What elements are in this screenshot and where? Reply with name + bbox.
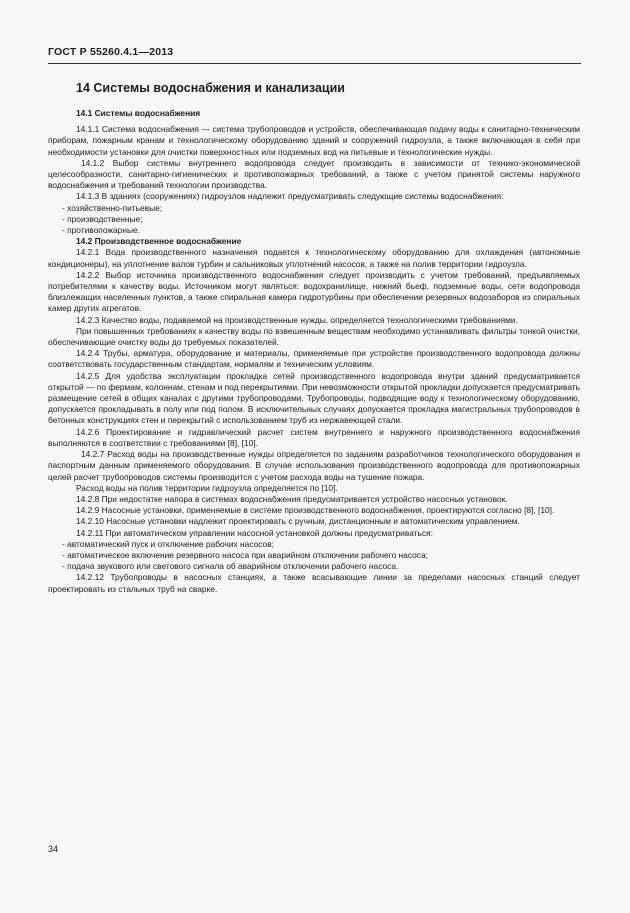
subsection-title-14-1: 14.1 Системы водоснабжения — [76, 108, 201, 118]
paragraph-14-1-3: 14.1.3 В зданиях (сооружениях) гидроузлов надлежит предусматривать следующие системы водоснабжения: — [76, 191, 504, 202]
paragraph-14-2-5: 14.2.5 Для удобства эксплуатации прокладка сетей производственного водопровода внутри зданий предусматривается открытой — по фермам, колоннам, стенам и под перекрытиями. При невозможности открытой прокладки допускается предусматривать размещение сетей в общих каналах с другими трубопроводами. Трубопроводы, подводящие воду к технологическому оборудованию, допускается прокладывать в полу или под полом. В исключительных случаях допускается прокладка магистральных трубопроводов в бетонных конструкциях стен и перекрытий с использованием труб из нержавеющей стали. — [48, 370, 580, 426]
paragraph-14-2-9: 14.2.9 Насосные установки, применяемые в системе производственного водоснабжения, проектируются согласно [8], [10]. — [76, 505, 555, 516]
paragraph-14-2-8: 14.2.8 При недостатке напора в системах водоснабжения предусматривается устройство насосных установок. — [76, 493, 508, 504]
list-item: - автоматическое включение резервного насоса при аварийном отключении рабочего насоса; — [62, 549, 428, 560]
paragraph-14-2-7-cont: Расход воды на полив территории гидроузла определяется по [10]. — [76, 482, 338, 493]
document-body — [48, 76, 580, 595]
paragraph-14-2-6: 14.2.6 Проектирование и гидравлический расчет систем внутреннего и наружного производственного водоснабжения выполняются в соответствии с требованиями [8], [10]. — [48, 426, 580, 448]
list-item: - автоматический пуск и отключение рабочих насосов; — [62, 538, 274, 549]
paragraph-14-1-1: 14.1.1 Система водоснабжения — система трубопроводов и устройств, обеспечивающая подачу воды к санитарно-техническим приборам, пожарным кранам и технологическому оборудованию зданий и сооружений гидроузла, а также включающая в себя при необходимости установки для очистки поверхностных или подземных вод на питьевые и технологические нужды. — [48, 124, 580, 157]
section-title: 14 Системы водоснабжения и канализации — [76, 81, 345, 95]
subsection-title-14-2: 14.2 Производственное водоснабжение — [76, 236, 242, 247]
list-item: - производственные; — [62, 213, 143, 224]
paragraph-14-2-4: 14.2.4 Трубы, арматура, оборудование и материалы, применяемые при устройстве производственного водопровода должны соответствовать государственным стандартам, нормалям и техническим условиям. — [48, 348, 580, 370]
paragraph-14-2-1: 14.2.1 Вода производственного назначения подается к технологическому оборудованию для охлаждения (автономные кондиционеры), на уплотнение валов турбин и сальниковых уплотнений насосов, а также на полив территории гидроузла. — [48, 247, 580, 269]
list-item: - хозяйственно-питьевые; — [62, 202, 163, 213]
list-item: - противопожарные. — [62, 225, 140, 236]
header-divider — [48, 63, 581, 64]
paragraph-14-2-10: 14.2.10 Насосные установки надлежит проектировать с ручным, дистанционным и автоматическим управлением. — [76, 516, 520, 527]
paragraph-14-2-12: 14.2.12 Трубопроводы в насосных станциях, а также всасывающие линии за пределами насосных станций следует проектировать из стальных труб на сварке. — [48, 572, 580, 594]
document-header: ГОСТ Р 55260.4.1—2013 — [48, 46, 174, 58]
paragraph-14-2-3-cont: При повышенных требованиях к качеству воды по взвешенным веществам необходимо устанавливать фильтры тонкой очистки, обеспечивающие очистку воды до требуемых показателей. — [48, 325, 580, 348]
paragraph-14-2-2: 14.2.2 Выбор источника производственного водоснабжения следует производить с учетом требований, предъявляемых потребителями к качеству воды. Источником могут являться: водохранилище, нижний бьеф, подземные воды, сети водопровода близлежащих населенных пунктов, а также спиральная камера гидротурбины при обеспечении резервных водозаборов из спиральных камер других агрегатов. — [48, 269, 580, 314]
paragraph-14-1-2: 14.1.2 Выбор системы внутреннего водопровода следует производить в зависимости от технико-экономической целесообразности, санитарно-гигиенических и противопожарных требований, а также с учетом принятой системы наружного водоснабжения и требований технологии производства. — [48, 157, 580, 191]
paragraph-14-2-11: 14.2.11 При автоматическом управлении насосной установкой должны предусматриваться: — [76, 527, 433, 538]
page-number: 34 — [48, 844, 59, 854]
paragraph-14-2-7: 14.2.7 Расход воды на производственные нужды определяется по заданиям разработчиков технологического оборудования и паспортным данным применяемого оборудования. В случае использования производственного водопровода для противопожарных целей расчет трубопроводов системы производится с учетом расхода воды на тушение пожара. — [48, 449, 580, 482]
list-item: - подача звукового или светового сигнала об аварийном отключении рабочего насоса. — [62, 561, 399, 572]
paragraph-14-2-3: 14.2.3 Качество воды, подаваемой на производственные нужды, определяется технологическими требованиями. — [76, 314, 518, 325]
